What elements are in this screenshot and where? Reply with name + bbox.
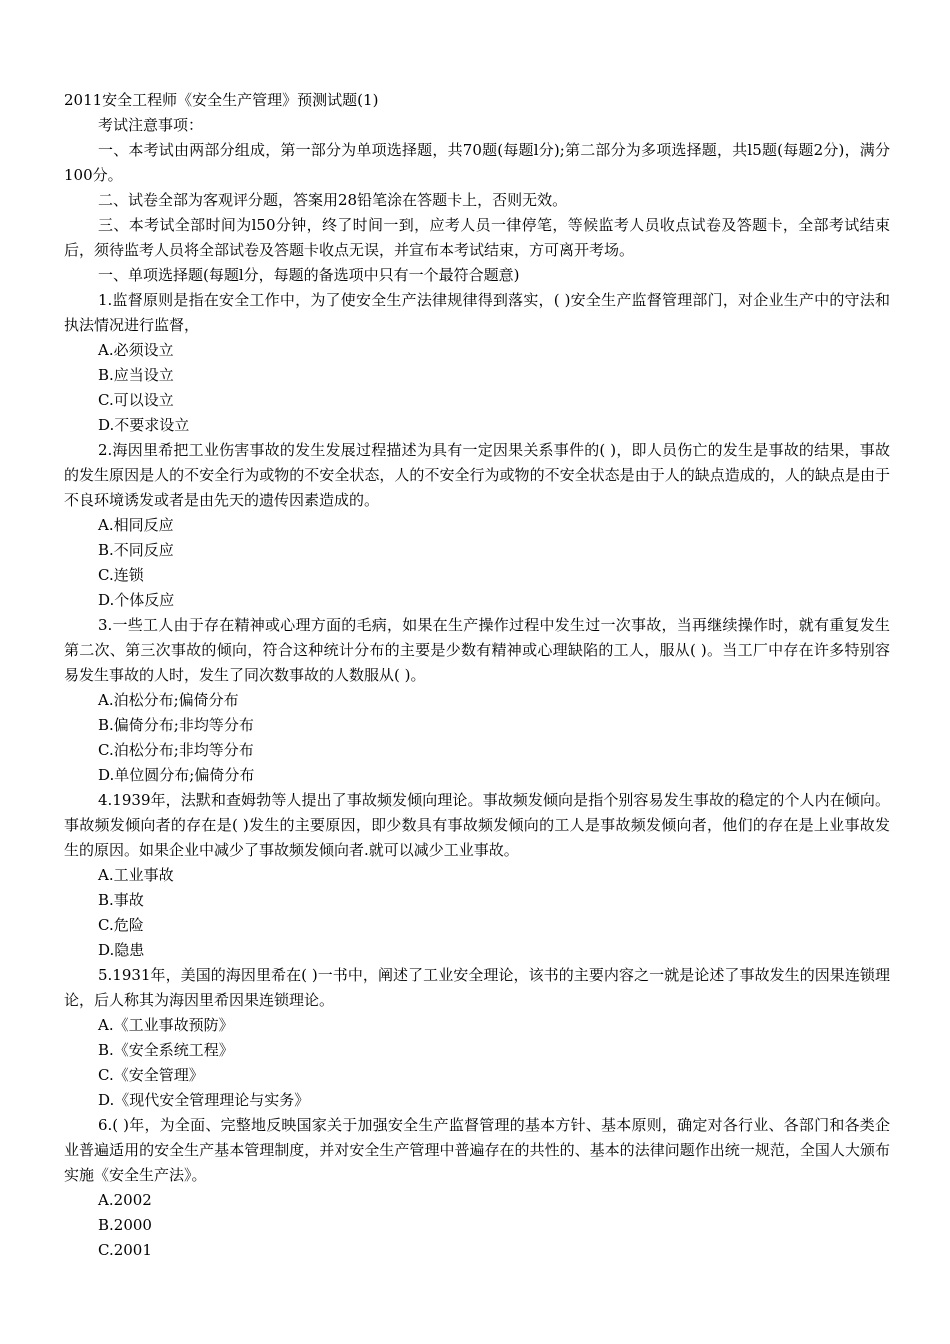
answer-option: B.事故	[98, 891, 144, 909]
answer-option: B.《安全系统工程》	[98, 1041, 234, 1059]
question-block	[64, 963, 890, 1113]
answer-option: D.不要求设立	[98, 416, 190, 434]
answer-option: B.不同反应	[98, 541, 174, 559]
answer-option: C.可以设立	[98, 391, 174, 409]
answer-option: D.单位圆分布;偏倚分布	[98, 766, 255, 784]
answer-option: D.隐患	[98, 941, 145, 959]
document-title: 2011安全工程师《安全生产管理》预测试题(1)	[64, 91, 379, 109]
answer-option: A.工业事故	[98, 866, 174, 884]
document-page	[64, 88, 890, 1263]
notice-item: 一、本考试由两部分组成，第一部分为单项选择题，共70题(每题l分);第二部分为多项选择题，共l5题(每题2分)，满分100分。	[64, 141, 890, 184]
answer-option: C.泊松分布;非均等分布	[98, 741, 254, 759]
question-block	[64, 788, 890, 963]
answer-option: A.《工业事故预防》	[98, 1016, 234, 1034]
answer-option: C.2001	[98, 1241, 152, 1259]
question-text: 1.监督原则是指在安全工作中，为了使安全生产法律规律得到落实，( )安全生产监督管理部门，对企业生产中的守法和执法情况进行监督，	[64, 291, 890, 334]
question-text: 5.1931年，美国的海因里希在( )一书中，阐述了工业安全理论，该书的主要内容之一就是论述了事故发生的因果连锁理论，后人称其为海因里希因果连锁理论。	[64, 966, 890, 1009]
notice-item: 三、本考试全部时间为l50分钟，终了时间一到，应考人员一律停笔，等候监考人员收点试卷及答题卡，全部考试结束后，须待监考人员将全部试卷及答题卡收点无误，并宣布本考试结束，方可离开考场。	[64, 216, 890, 259]
answer-option: D.个体反应	[98, 591, 175, 609]
answer-option: C.危险	[98, 916, 144, 934]
answer-option: A.必须设立	[98, 341, 174, 359]
answer-option: C.连锁	[98, 566, 144, 584]
answer-option: B.2000	[98, 1216, 152, 1234]
question-text: 3.一些工人由于存在精神或心理方面的毛病，如果在生产操作过程中发生过一次事故，当再继续操作时，就有重复发生第二次、第三次事故的倾向，符合这种统计分布的主要是少数有精神或心理缺陷的工人，服从( )。当工厂中存在许多特别容易发生事故的人时，发生了同次数事故的人数服从( )。	[64, 616, 890, 684]
answer-option: D.《现代安全管理理论与实务》	[98, 1091, 310, 1109]
answer-option: B.应当设立	[98, 366, 174, 384]
question-text: 4.1939年，法默和查姆勃等人提出了事故频发倾向理论。事故频发倾向是指个别容易发生事故的稳定的个人内在倾向。事故频发倾向者的存在是( )发生的主要原因，即少数具有事故频发倾向的工人是事故频发倾向者，他们的存在是上业事故发生的原因。如果企业中减少了事故频发倾向者.就可以减少工业事故。	[64, 791, 890, 859]
answer-option: B.偏倚分布;非均等分布	[98, 716, 254, 734]
answer-option: A.泊松分布;偏倚分布	[98, 691, 239, 709]
question-block	[64, 438, 890, 613]
question-block	[64, 613, 890, 788]
notice-heading: 考试注意事项：	[98, 116, 204, 134]
question-text: 6.( )年，为全面、完整地反映国家关于加强安全生产监督管理的基本方针、基本原则，确定对各行业、各部门和各类企业普遍适用的安全生产基本管理制度，并对安全生产管理中普遍存在的共性的、基本的法律问题作出统一规范，全国人大颁布实施《安全生产法》。	[64, 1116, 890, 1184]
question-block	[64, 288, 890, 438]
notice-item: 二、试卷全部为客观评分题，答案用28铅笔涂在答题卡上，否则无效。	[98, 191, 568, 209]
question-block	[64, 1113, 890, 1263]
answer-option: C.《安全管理》	[98, 1066, 204, 1084]
answer-option: A.相同反应	[98, 516, 174, 534]
answer-option: A.2002	[98, 1191, 152, 1209]
question-text: 2.海因里希把工业伤害事故的发生发展过程描述为具有一定因果关系事件的( )，即人员伤亡的发生是事故的结果，事故的发生原因是人的不安全行为或物的不安全状态，人的不安全行为或物的不安全状态是由于人的缺点造成的，人的缺点是由于不良环境诱发或者是由先天的遗传因素造成的。	[64, 441, 890, 509]
section-heading: 一、单项选择题(每题l分，每题的备选项中只有一个最符合题意)	[98, 266, 520, 284]
